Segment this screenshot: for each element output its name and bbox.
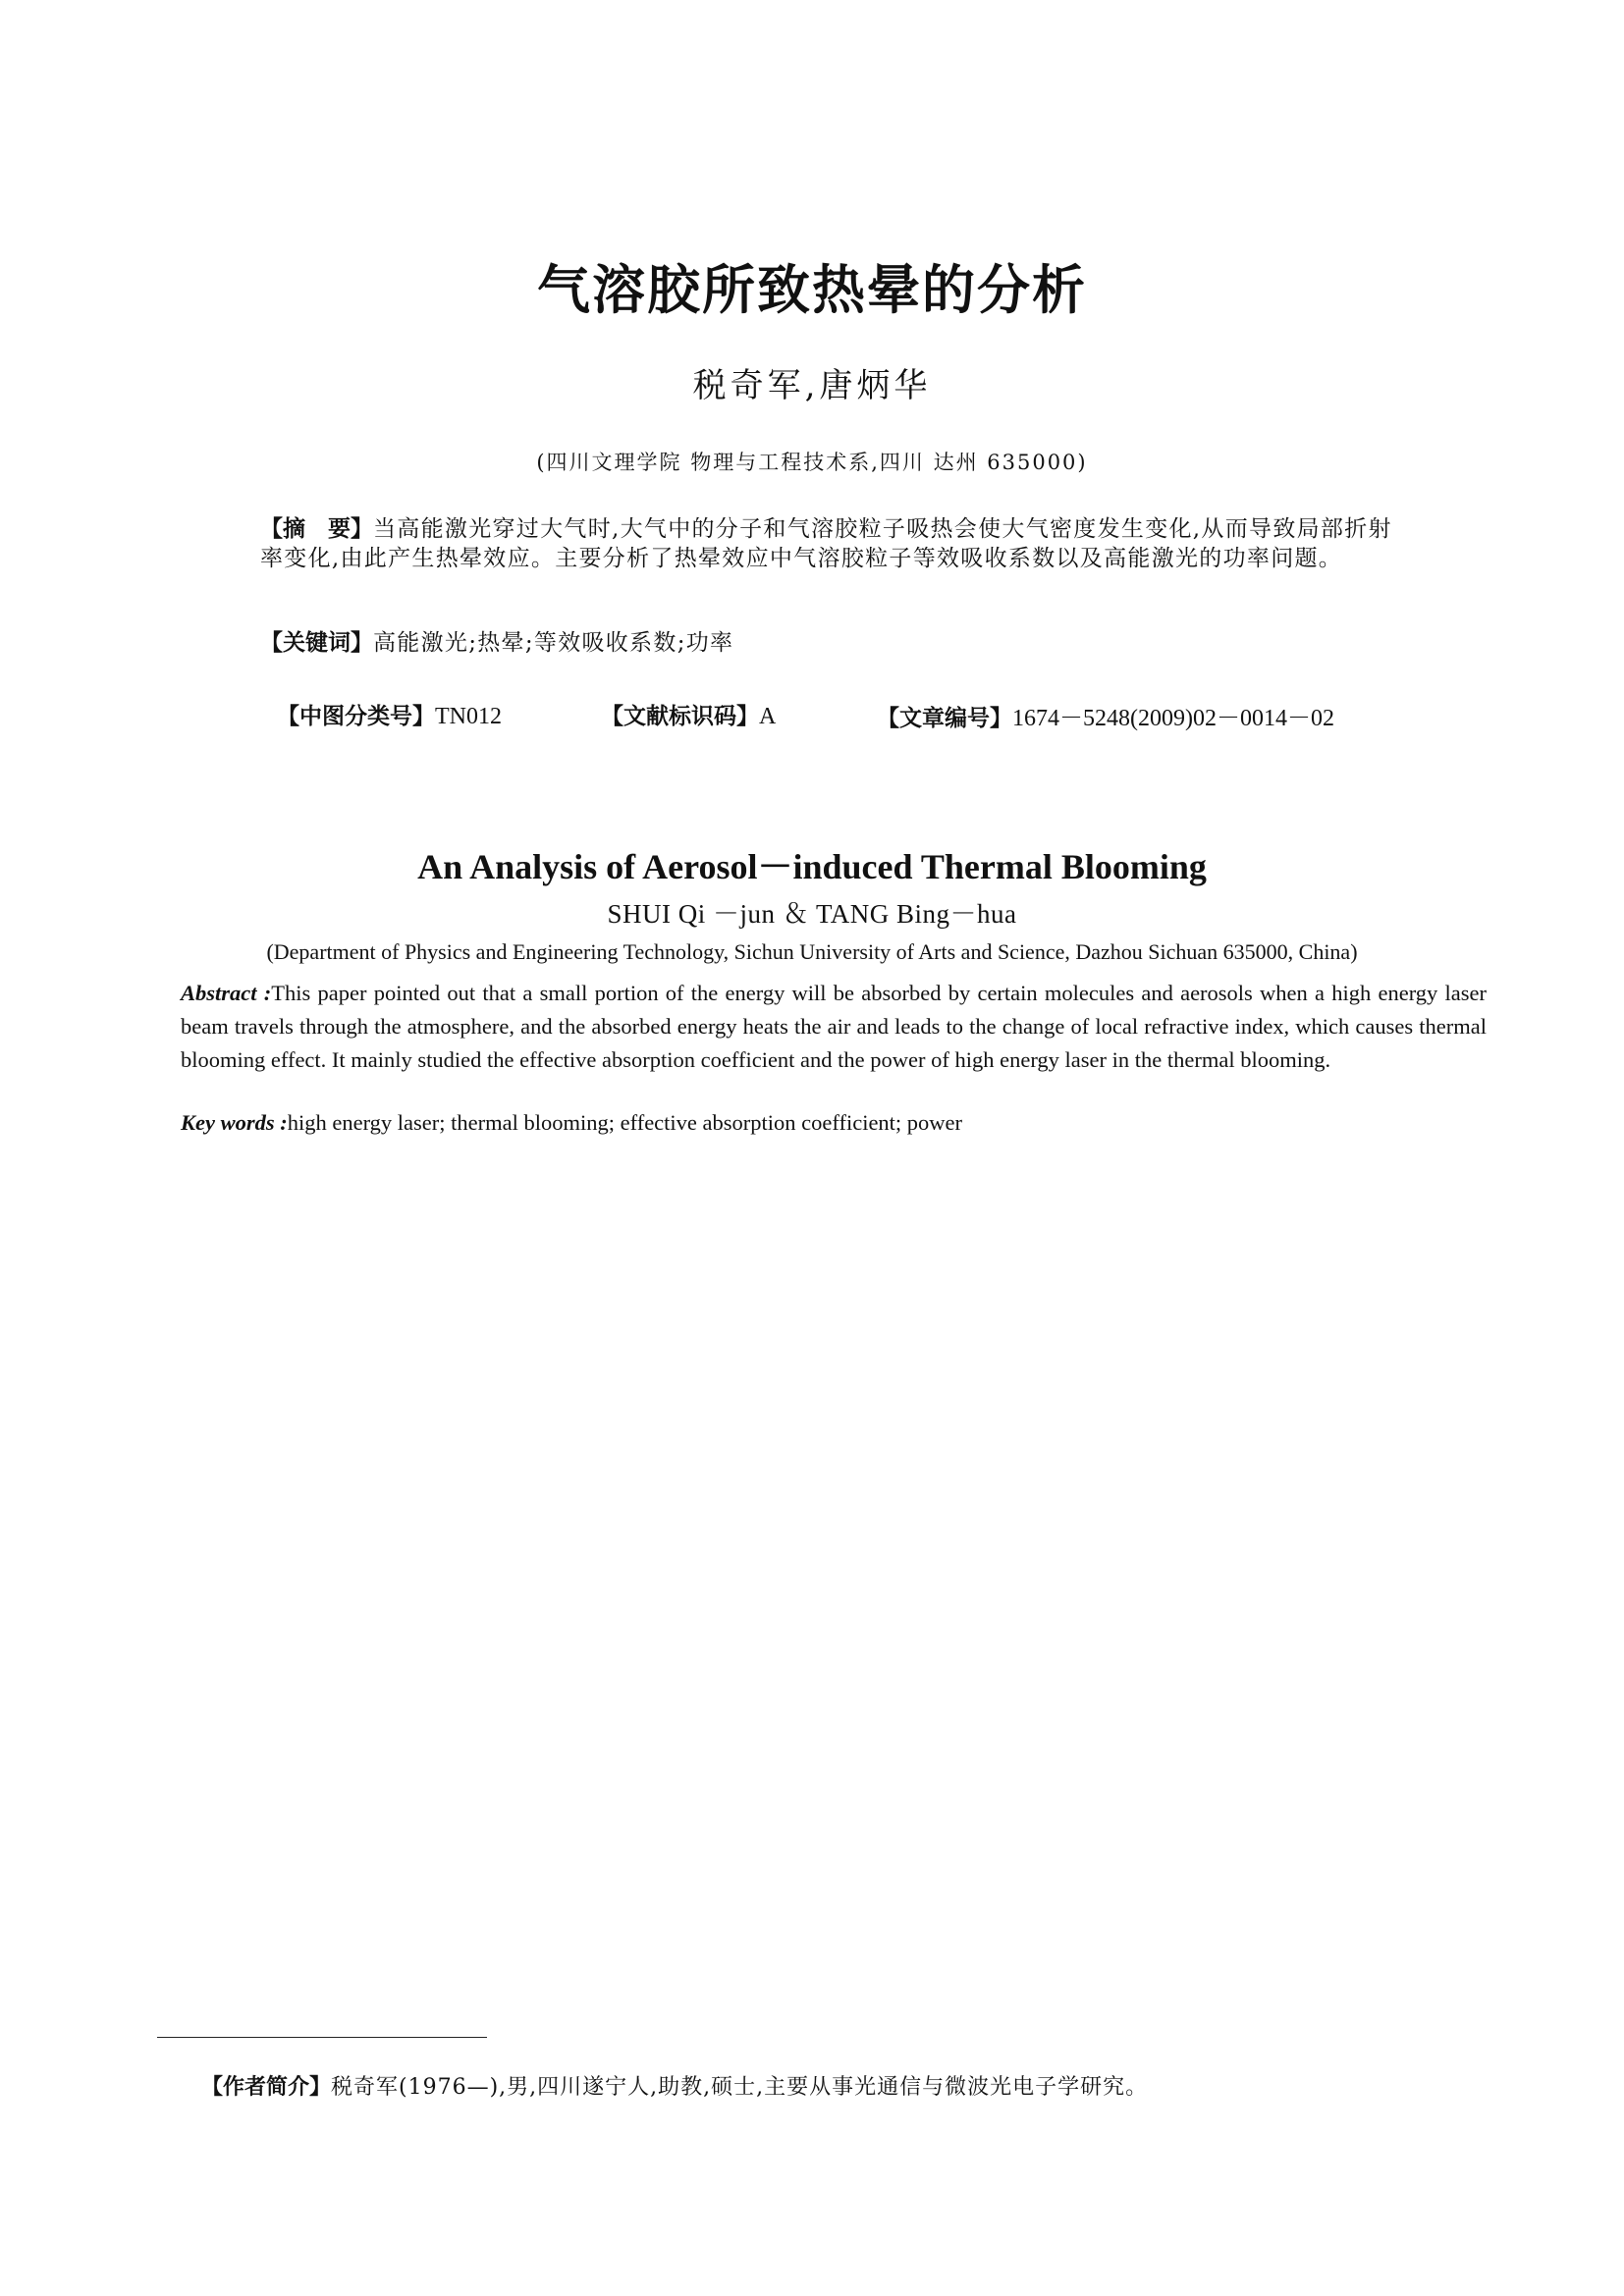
english-title: An Analysis of Aerosol－induced Thermal Blooming — [417, 847, 1207, 886]
clc-label: 【中图分类号】 — [277, 704, 435, 729]
article-number-label: 【文章编号】 — [877, 706, 1012, 731]
author-footnote — [201, 2070, 1478, 2101]
chinese-keywords-label: 【关键词】 — [260, 630, 373, 656]
footnote-divider — [157, 2037, 487, 2038]
english-abstract-text: This paper pointed out that a small portion of the energy will be absorbed by certain molecules and aerosols when a high energy laser beam travels through the atmosphere, and the absorbed energy heats the air and leads to the change of local refractive index, which causes thermal blooming effect. It mainly studied the effective absorption coefficient and the power of high energy laser in the thermal blooming. — [181, 981, 1487, 1072]
english-keywords: Key words :high energy laser; thermal blooming; effective absorption coefficient; power — [181, 1110, 963, 1135]
chinese-authors: 税奇军,唐炳华 — [692, 366, 932, 405]
article-number — [877, 698, 1334, 732]
english-abstract-label: Abstract — [181, 981, 257, 1005]
english-abstract — [157, 977, 1487, 1077]
english-authors: SHUI Qi －jun ＆ TANG Bing－hua — [607, 899, 1017, 929]
english-keywords-text: high energy laser; thermal blooming; effective absorption coefficient; power — [287, 1110, 963, 1135]
english-affiliation: (Department of Physics and Engineering Technology, Sichun University of Arts and Science, Dazhou Sichuan 635000, China) — [266, 939, 1358, 964]
chinese-affiliation: (四川文理学院 物理与工程技术系,四川 达州 635000) — [536, 451, 1088, 474]
clc-number — [277, 698, 502, 730]
article-number-value: 1674－5248(2009)02－0014－02 — [1012, 706, 1334, 731]
chinese-keywords — [260, 624, 1399, 657]
chinese-abstract-label: 【摘 要】 — [260, 516, 373, 542]
english-keywords-label: Key words — [181, 1110, 275, 1135]
document-code — [601, 698, 776, 730]
chinese-keywords-text: 高能激光;热晕;等效吸收系数;功率 — [373, 630, 734, 656]
document-code-value: A — [759, 704, 777, 729]
chinese-abstract — [215, 514, 1403, 573]
chinese-title: 气溶胶所致热晕的分析 — [537, 258, 1087, 321]
chinese-abstract-body — [215, 514, 1403, 573]
english-abstract-body: Abstract :This paper pointed out that a small portion of the energy will be absorbed by certain molecules and aerosols when a high energy laser beam travels through the atmosphere, and the absorbed energy heats the air and leads to the change of local refractive index, which causes thermal blooming effect. It mainly studied the effective absorption coefficient and the power of high energy laser in the thermal blooming. — [181, 981, 1487, 1072]
document-code-label: 【文献标识码】 — [601, 704, 759, 729]
footnote-text: 税奇军(1976—),男,四川遂宁人,助教,硕士,主要从事光通信与微波光电子学研究。 — [331, 2075, 1149, 2100]
footnote-label: 【作者简介】 — [201, 2075, 332, 2100]
chinese-abstract-text: 当高能激光穿过大气时,大气中的分子和气溶胶粒子吸热会使大气密度发生变化,从而导致局部折射率变化,由此产生热晕效应。主要分析了热晕效应中气溶胶粒子等效吸收系数以及高能激光的功率问题。 — [260, 516, 1392, 571]
clc-value: TN012 — [435, 704, 502, 729]
